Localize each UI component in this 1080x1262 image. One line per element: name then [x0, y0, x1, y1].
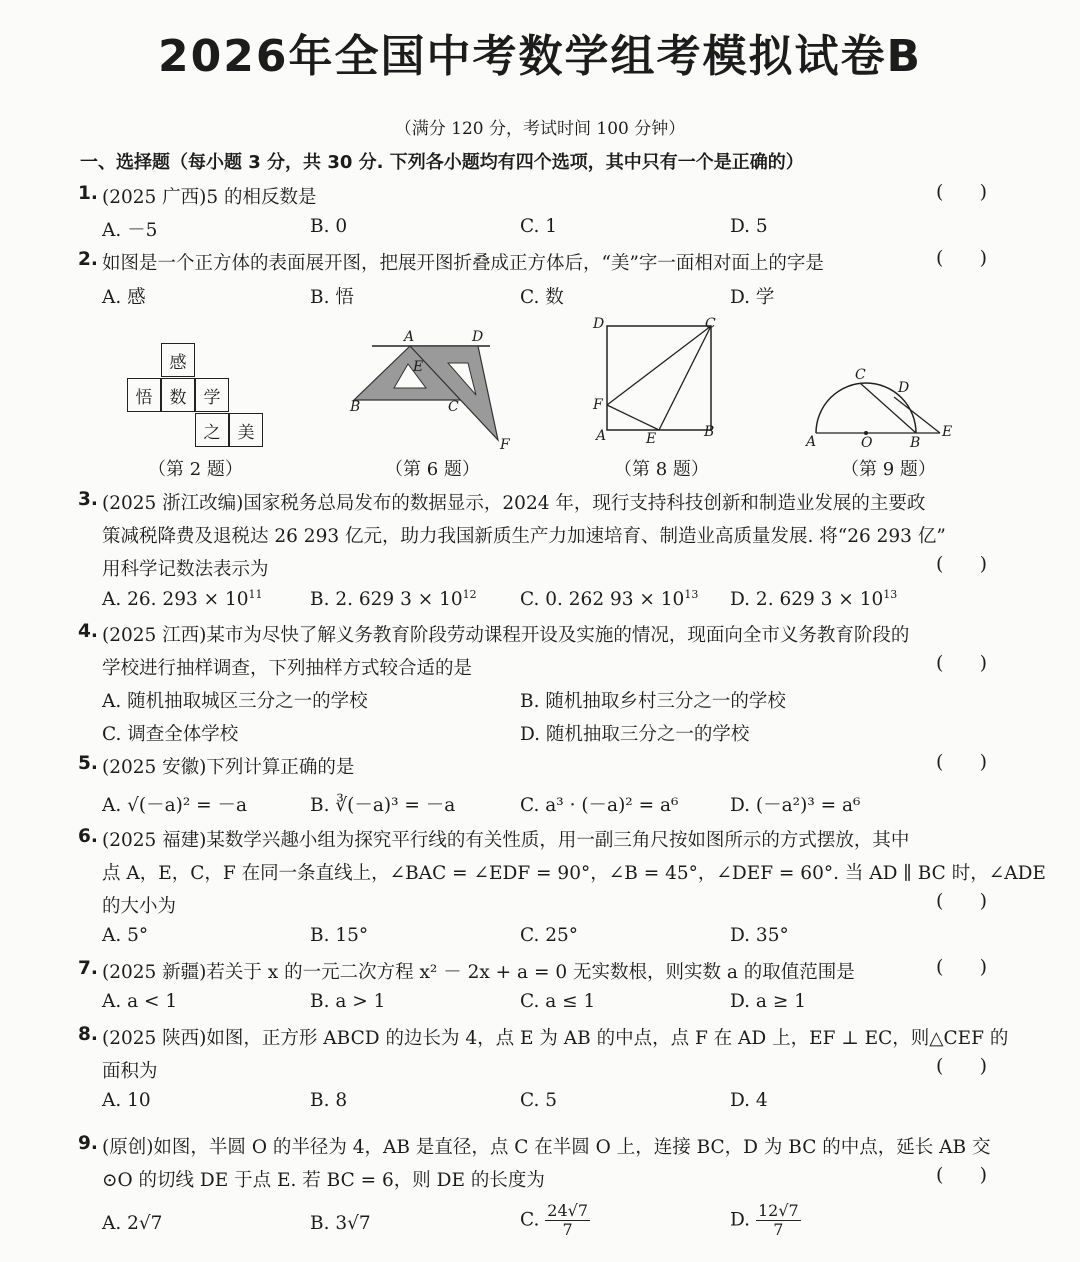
option-c: C. $\frac{24√7}{7}$	[520, 1201, 589, 1239]
option-b: B. 3√7	[310, 1213, 371, 1234]
option-c: C. 25°	[520, 925, 579, 946]
option-b: B. 8	[310, 1090, 348, 1111]
net-cell: 之	[195, 413, 229, 447]
section-heading: 一、选择题（每小题 3 分，共 30 分. 下列各小题均有四个选项，其中只有一个是正确的）	[80, 152, 804, 173]
point-label: A	[806, 434, 817, 450]
fraction: $\frac{24√7}{7}$	[547, 1201, 589, 1239]
point-label: F	[500, 437, 510, 453]
option-d: D. 随机抽取三分之一的学校	[520, 724, 750, 745]
option-b: B. 0	[310, 216, 348, 237]
question-number: 2.	[78, 249, 98, 270]
point-label: E	[942, 424, 953, 440]
option-c: C. 5	[520, 1090, 558, 1111]
point-label: B	[350, 399, 361, 415]
point-label: C	[855, 367, 866, 383]
option-a: A. 10	[102, 1090, 151, 1111]
question-text: ⊙O 的切线 DE 于点 E. 若 BC = 6，则 DE 的长度为	[102, 1170, 545, 1191]
option-a: A. 随机抽取城区三分之一的学校	[102, 691, 368, 712]
figure-caption: （第 9 题）	[841, 459, 936, 480]
option-a: A. 感	[102, 287, 146, 308]
figure-6-diagram	[340, 325, 520, 455]
answer-bracket: ( )	[936, 1055, 988, 1077]
option-c: C. 1	[520, 216, 558, 237]
option-c: C. 调查全体学校	[102, 724, 239, 745]
question-number: 8.	[78, 1024, 98, 1045]
point-label: B	[910, 435, 921, 451]
answer-bracket: ( )	[936, 652, 988, 674]
option-d: D. 35°	[730, 925, 789, 946]
answer-bracket: ( )	[936, 553, 988, 575]
option-b: B. a > 1	[310, 991, 386, 1012]
question-number: 4.	[78, 621, 98, 642]
option-d: D. 学	[730, 287, 775, 308]
option-c: C. a ≤ 1	[520, 991, 596, 1012]
option-b: B. 悟	[310, 287, 354, 308]
question-text: (2025 广西)5 的相反数是	[102, 187, 317, 208]
option-d: D. a ≥ 1	[730, 991, 806, 1012]
net-cell: 学	[195, 378, 229, 412]
figure-caption: （第 2 题）	[148, 459, 243, 480]
question-text: 点 A，E，C，F 在同一条直线上，∠BAC = ∠EDF = 90°，∠B = 45°，∠DEF = 60°. 当 AD ∥ BC 时，∠ADE	[102, 863, 1046, 884]
question-text: 策减税降费及退税达 26 293 亿元，助力我国新质生产力加速培育、制造业高质量发展. 将“26 293 亿”	[102, 526, 946, 547]
answer-bracket: ( )	[936, 1164, 988, 1186]
exam-info: （满分 120 分，考试时间 100 分钟）	[394, 119, 686, 139]
point-label: O	[861, 435, 873, 451]
option-d: D. 2. 629 $3 \times 10^{13}$	[730, 588, 898, 611]
option-b: B. ∛(－a)³ = －a	[310, 795, 456, 816]
point-label: B	[704, 424, 715, 440]
point-label: C	[448, 399, 459, 415]
option-a: A. √(－a)² = －a	[102, 795, 248, 816]
question-text: (2025 陕西)如图，正方形 ABCD 的边长为 4，点 E 为 AB 的中点，点 F 在 AD 上，EF ⊥ EC，则△CEF 的	[102, 1028, 1009, 1049]
answer-bracket: ( )	[936, 890, 988, 912]
question-text: 用科学记数法表示为	[102, 559, 269, 580]
figure-caption: （第 8 题）	[614, 459, 709, 480]
point-label: F	[593, 397, 603, 413]
option-c: C. 0. 262 $93 \times 10^{13}$	[520, 588, 699, 611]
figure-8-diagram	[590, 312, 720, 447]
option-a: A. －5	[102, 220, 158, 241]
question-text: 如图是一个正方体的表面展开图，把展开图折叠成正方体后，“美”字一面相对面上的字是	[102, 253, 824, 274]
figure-caption: （第 6 题）	[385, 459, 480, 480]
option-b: B. 随机抽取乡村三分之一的学校	[520, 691, 786, 712]
net-cell: 数	[161, 378, 195, 412]
question-text: 面积为	[102, 1061, 158, 1082]
option-a: A. 2√7	[102, 1213, 163, 1234]
answer-bracket: ( )	[936, 956, 988, 978]
option-d: D. $\frac{12√7}{7}$	[730, 1201, 799, 1239]
net-cell: 悟	[127, 378, 161, 412]
option-a: A. 5°	[102, 925, 149, 946]
question-number: 5.	[78, 753, 98, 774]
option-c: C. 数	[520, 287, 564, 308]
option-d: D. 4	[730, 1090, 768, 1111]
option-a: A. a < 1	[102, 991, 178, 1012]
page-title: 2026年全国中考数学组考模拟试卷B	[158, 31, 922, 82]
question-text: (2025 江西)某市为尽快了解义务教育阶段劳动课程开设及实施的情况，现面向全市义务教育阶段的	[102, 625, 910, 646]
option-c: C. a³ · (－a)² = a⁶	[520, 795, 679, 816]
point-label: E	[646, 431, 657, 447]
answer-bracket: ( )	[936, 181, 988, 203]
question-number: 3.	[78, 489, 98, 510]
option-b: B. 15°	[310, 925, 369, 946]
option-a: A. 26. $293 \times 10^{11}$	[102, 588, 263, 611]
question-text: (2025 新疆)若关于 x 的一元二次方程 x² － 2x + a = 0 无实数根，则实数 a 的取值范围是	[102, 962, 855, 983]
point-label: A	[404, 329, 415, 345]
point-label: E	[413, 359, 424, 375]
question-number: 1.	[78, 183, 98, 204]
question-text: (2025 福建)某数学兴趣小组为探究平行线的有关性质，用一副三角尺按如图所示的方式摆放，其中	[102, 830, 910, 851]
question-text: 的大小为	[102, 896, 177, 917]
option-b: B. 2. 629 $3 \times 10^{12}$	[310, 588, 477, 611]
fraction: $\frac{12√7}{7}$	[757, 1201, 799, 1239]
question-text: (2025 浙江改编)国家税务总局发布的数据显示，2024 年，现行支持科技创新和制造业发展的主要政	[102, 493, 926, 514]
option-d: D. 5	[730, 216, 768, 237]
point-label: D	[472, 329, 484, 345]
net-cell: 美	[229, 413, 263, 447]
point-label: D	[898, 380, 910, 396]
answer-bracket: ( )	[936, 247, 988, 269]
question-text: 学校进行抽样调查，下列抽样方式较合适的是	[102, 658, 473, 679]
option-d: D. (－a²)³ = a⁶	[730, 795, 861, 816]
question-number: 9.	[78, 1133, 98, 1154]
question-number: 7.	[78, 958, 98, 979]
net-cell: 感	[161, 343, 195, 377]
point-label: A	[596, 428, 607, 444]
point-label: D	[593, 316, 605, 332]
answer-bracket: ( )	[936, 751, 988, 773]
question-number: 6.	[78, 826, 98, 847]
figure-9-diagram	[800, 360, 960, 455]
question-text: (2025 安徽)下列计算正确的是	[102, 757, 355, 778]
point-label: C	[705, 316, 716, 332]
question-text: (原创)如图，半圆 O 的半径为 4，AB 是直径，点 C 在半圆 O 上，连接 BC，D 为 BC 的中点，延长 AB 交	[102, 1137, 991, 1158]
